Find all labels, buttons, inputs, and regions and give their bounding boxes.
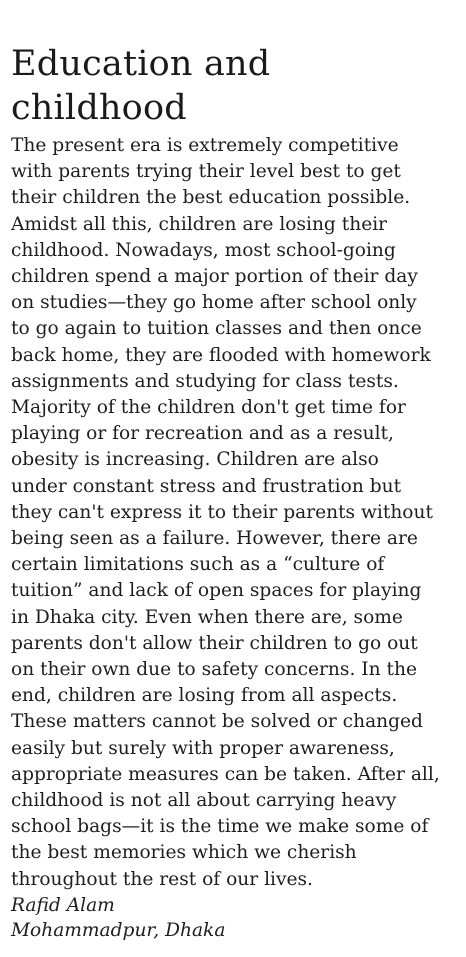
body-line: assignments and studying for class tests.: [11, 370, 399, 392]
body-line: The present era is extremely competitive: [11, 135, 399, 156]
byline: [11, 893, 458, 943]
body-line: childhood. Nowadays, most school-going: [11, 239, 396, 261]
body-line: the best memories which we cherish: [11, 842, 357, 864]
body-line: end, children are losing from all aspects.: [11, 685, 398, 707]
body-line: being seen as a failure. However, there are: [11, 528, 418, 550]
body-line: in Dhaka city. Even when there are, some: [11, 606, 403, 628]
body-line: easily but surely with proper awareness,: [11, 737, 395, 759]
body-line: under constant stress and frustration but: [11, 475, 402, 497]
author-name: Rafid Alam: [11, 894, 115, 916]
body-line: back home, they are flooded with homework: [11, 344, 431, 366]
body-line: children spend a major portion of their day: [11, 266, 418, 288]
headline-line: Education and: [11, 44, 271, 84]
body-line: obesity is increasing. Children are also: [11, 449, 379, 471]
body-line: parents don't allow their children to go out: [11, 632, 418, 654]
author-location: Mohammadpur, Dhaka: [11, 919, 226, 941]
body-line: with parents trying their level best to get: [11, 161, 401, 183]
body-line: tuition” and lack of open spaces for playing: [11, 580, 422, 602]
body-line: throughout the rest of our lives.: [11, 868, 313, 890]
body-line: appropriate measures can be taken. After all,: [11, 763, 440, 785]
body-line: Majority of the children don't get time for: [11, 397, 406, 419]
body-line: to go again to tuition classes and then once: [11, 318, 422, 340]
body-line: childhood is not all about carrying heavy: [11, 790, 397, 812]
headline: [11, 42, 458, 130]
body-line: certain limitations such as a “culture of: [11, 554, 385, 576]
body-line: Amidst all this, children are losing their: [11, 213, 388, 235]
letter-article: [11, 42, 458, 943]
body-line: on studies—they go home after school only: [11, 292, 417, 314]
body-line: playing or for recreation and as a result,: [11, 423, 394, 445]
letter-body: [11, 133, 458, 893]
body-line: school bags—it is the time we make some of: [11, 816, 429, 838]
body-line: their children the best education possible.: [11, 187, 411, 209]
body-line: on their own due to safety concerns. In the: [11, 659, 417, 681]
headline-line: childhood: [11, 88, 187, 128]
body-line: These matters cannot be solved or changed: [11, 711, 423, 733]
body-line: they can't express it to their parents without: [11, 501, 433, 523]
